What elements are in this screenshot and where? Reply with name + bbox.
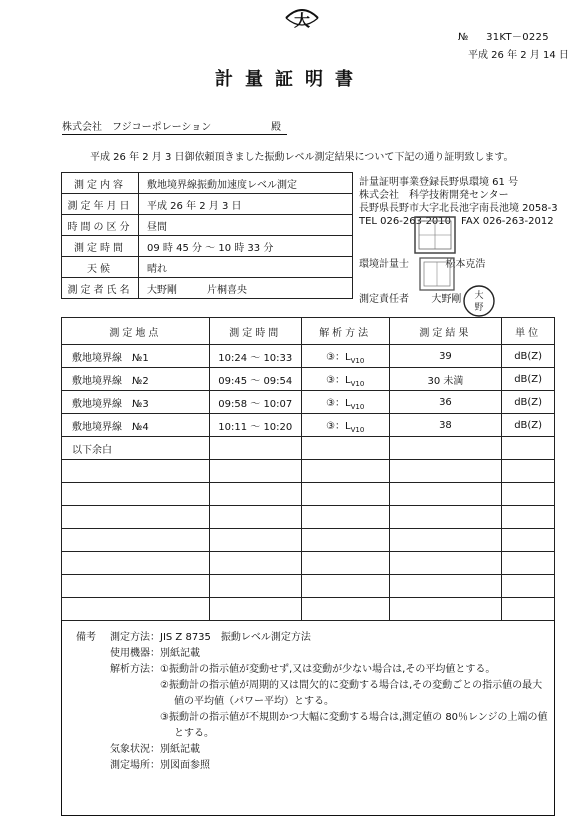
remark-term: 解析方法：	[110, 664, 160, 675]
remark-term: 測定場所：	[110, 760, 160, 771]
table-header-row	[62, 318, 555, 345]
issuer-block	[359, 176, 558, 228]
table-row	[62, 368, 555, 391]
company-logo-icon	[283, 4, 321, 34]
cell-time: 09:45 ～ 09:54	[209, 368, 301, 391]
certified-measurer-label: 環境計量士	[359, 259, 409, 270]
cell-method: ③：$L_{V10}$	[301, 414, 389, 437]
measurement-info-table	[61, 172, 353, 299]
info-key: 測定内容	[62, 173, 139, 194]
info-key: 測定時間	[62, 236, 139, 257]
issue-date: 平成 26 年 2 月 14 日	[468, 50, 569, 61]
cell-result: 36	[389, 391, 502, 414]
company-name: 株式会社 科学技術開発センター	[359, 190, 509, 201]
header-time: 測定時間	[209, 318, 301, 345]
cell-time: 10:11 ～ 10:20	[209, 414, 301, 437]
table-row	[62, 437, 555, 460]
info-value: 敷地境界線振動加速度レベル測定	[139, 173, 353, 194]
company-address: 長野県長野市大字北長池字南長池境 2058-3	[359, 203, 558, 214]
intro-text: 平成 26 年 2 月 3 日御依頼頂きました振動レベル測定結果について下記の通り証明致します。	[90, 152, 514, 163]
remark-value: 別紙記載	[160, 648, 200, 659]
info-value: 09 時 45 分 ～ 10 時 33 分	[139, 236, 353, 257]
cell-unit: dB(Z)	[502, 368, 555, 391]
empty-row	[62, 460, 555, 483]
document-number-value: 31KT－0225	[486, 32, 549, 43]
remark-value: ②振動計の指示値が周期的又は間欠的に変動する場合は,その変動ごとの指示値の最大	[160, 680, 543, 691]
cell-result: 39	[389, 345, 502, 368]
header-method: 解析方法	[301, 318, 389, 345]
svg-text:大: 大	[474, 291, 484, 301]
remark-value: 別図面参照	[160, 760, 210, 771]
remark-value: ③振動計の指示値が不規則かつ大幅に変動する場合は,測定値の 80％レンジの上端の値	[160, 712, 548, 723]
empty-row	[62, 598, 555, 621]
cell-location: 敷地境界線 №1	[62, 345, 210, 368]
empty-row	[62, 483, 555, 506]
info-value: 大野剛 片桐喜央	[139, 278, 353, 299]
info-key: 天候	[62, 257, 139, 278]
remark-value: 値の平均値（パワー平均）とする。	[174, 696, 334, 707]
empty-cell	[502, 437, 555, 460]
empty-row	[62, 575, 555, 598]
remark-value: ①振動計の指示値が変動せず,又は変動が少ない場合は,その平均値とする。	[160, 664, 496, 675]
company-phone: TEL 026-263-2010 FAX 026-263-2012	[359, 216, 554, 227]
cell-unit: dB(Z)	[502, 391, 555, 414]
personal-stamp-icon	[462, 284, 496, 318]
remarks-label: 備考	[76, 632, 96, 643]
header-location: 測定地点	[62, 318, 210, 345]
document-number-label: №	[458, 32, 469, 43]
remark-value: とする。	[174, 728, 214, 739]
table-row	[62, 345, 555, 368]
cell-result: 38	[389, 414, 502, 437]
registration-number: 計量証明事業登録長野県環境 61 号	[359, 177, 519, 188]
table-row	[62, 391, 555, 414]
remark-term: 気象状況：	[110, 744, 160, 755]
responsible-person-label: 測定責任者	[359, 294, 409, 305]
empty-row	[62, 506, 555, 529]
measurement-results-table	[61, 317, 555, 621]
info-value: 晴れ	[139, 257, 353, 278]
info-value: 昼間	[139, 215, 353, 236]
cell-location: 敷地境界線 №2	[62, 368, 210, 391]
info-key: 測定者氏名	[62, 278, 139, 299]
cell-result: 30 未満	[389, 368, 502, 391]
cell-unit: dB(Z)	[502, 414, 555, 437]
cell-method: ③：$L_{V10}$	[301, 345, 389, 368]
info-key: 測定年月日	[62, 194, 139, 215]
info-row	[62, 215, 353, 236]
remark-term: 測定方法：	[110, 632, 160, 643]
empty-cell	[301, 437, 389, 460]
responsible-person-name: 大野剛	[431, 294, 462, 305]
table-row	[62, 414, 555, 437]
empty-row	[62, 529, 555, 552]
remark-value: 別紙記載	[160, 744, 200, 755]
cell-time: 10:24 ～ 10:33	[209, 345, 301, 368]
cell-unit: dB(Z)	[502, 345, 555, 368]
info-key: 時間の区分	[62, 215, 139, 236]
company-seal-icon	[412, 214, 458, 294]
cell-location: 敷地境界線 №4	[62, 414, 210, 437]
cell-location: 敷地境界線 №3	[62, 391, 210, 414]
header-unit: 単位	[502, 318, 555, 345]
remark-term: 使用機器：	[110, 648, 160, 659]
page-title: 計量証明書	[215, 69, 365, 90]
logo-text: 大	[293, 11, 311, 30]
remainder-blank-text: 以下余白	[62, 437, 210, 460]
remark-value: JIS Z 8735 振動レベル測定方法	[160, 632, 311, 643]
info-row	[62, 257, 353, 278]
recipient-honorific: 殿	[271, 122, 281, 133]
cell-time: 09:58 ～ 10:07	[209, 391, 301, 414]
document-number	[458, 28, 549, 43]
cell-method: ③：$L_{V10}$	[301, 391, 389, 414]
info-row	[62, 278, 353, 299]
recipient	[62, 118, 287, 135]
header-result: 測定結果	[389, 318, 502, 345]
recipient-name: 株式会社 フジコーポレーション	[62, 122, 212, 133]
info-row	[62, 236, 353, 257]
empty-cell	[389, 437, 502, 460]
certified-measurer-name: 松本克浩	[445, 259, 486, 270]
info-row	[62, 173, 353, 194]
empty-row	[62, 552, 555, 575]
info-row	[62, 194, 353, 215]
info-value: 平成 26 年 2 月 3 日	[139, 194, 353, 215]
svg-text:野: 野	[474, 303, 484, 313]
remarks-section	[61, 620, 555, 816]
empty-cell	[209, 437, 301, 460]
cell-method: ③：$L_{V10}$	[301, 368, 389, 391]
